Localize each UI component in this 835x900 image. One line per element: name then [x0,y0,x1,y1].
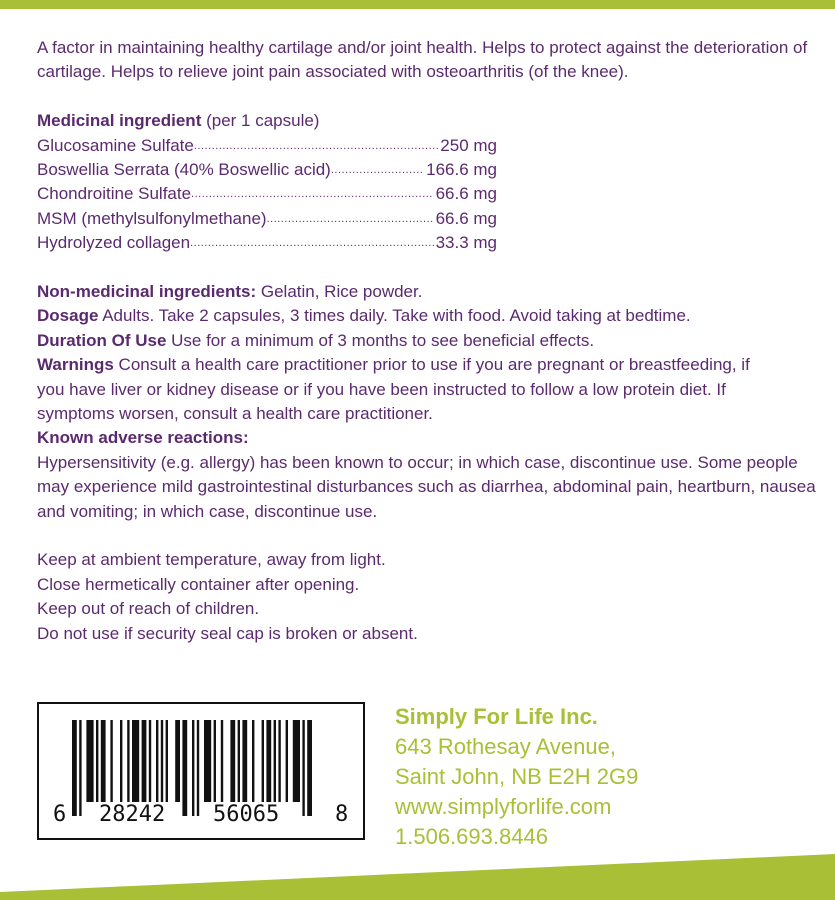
label-text [37,36,817,646]
barcode-digit-last: 8 [335,802,349,827]
barcode-bar [197,720,199,816]
ingredient-name: Hydrolyzed collagen [37,233,191,253]
barcode-bar [86,720,93,802]
barcode-bar [110,720,112,802]
storage-line: Close hermetically container after opening. [37,574,360,594]
ingredient-row [37,231,497,255]
barcode-bar [221,720,223,802]
barcode-bar [274,720,276,802]
barcode-bar [142,720,147,802]
company-address-line-1: 643 Rothesay Avenue, [395,734,616,759]
adverse-text: Hypersensitivity (e.g. allergy) has been known to occur; in which case, discontinue use. Some people may experience mild gastrointestinal disturbances such as diarrhea, abdominal pain, heartburn, nausea and vomiting; in which case, discontinue use. [37,452,816,521]
barcode-bar [132,720,139,802]
ingredient-row [37,158,497,182]
barcode-bar [242,720,247,802]
company-info [395,702,638,852]
barcode-bar [72,720,77,816]
warnings-text: Consult a health care practitioner prior to use if you are pregnant or breastfeeding, if you have liver or kidney disease or if you have been instructed to follow a low protein diet. If symptoms worsen, consult a health care practitioner. [37,355,750,424]
barcode-bar [293,720,300,802]
barcode-bar [161,720,163,802]
barcode-bar [96,720,98,802]
barcode-bar [149,720,151,802]
barcode-bar [214,720,216,802]
intro-text: A factor in maintaining healthy cartilage and/or joint health. Helps to protect against the deterioration of cartilage. Helps to relieve joint pain associated with osteoarthritis (of the knee). [37,38,808,82]
ingredient-dose: 66.6 mg [435,208,497,228]
company-website[interactable]: www.simplyforlife.com [395,794,612,819]
barcode-bar [127,720,129,802]
barcode-bar [204,720,211,802]
ingredient-name: Boswellia Serrata (40% Boswellic acid) [37,160,331,180]
company-name: Simply For Life Inc. [395,704,598,729]
ingredient-name: MSM (methylsulfonylmethane) [37,208,267,228]
barcode-bar [262,720,264,802]
non-medicinal-label: Non-medicinal ingredients: [37,282,257,302]
medicinal-heading-label: Medicinal ingredient [37,111,202,131]
top-accent-bar [0,0,835,9]
barcode-bar [120,720,122,802]
barcode-digit-group-right: 56065 [213,802,280,827]
ingredient-row [37,134,497,158]
barcode-bars [39,704,363,838]
warnings-line [37,353,757,426]
warnings-label: Warnings [37,355,114,375]
ingredient-dose: 33.3 mg [435,233,497,253]
storage-line: Keep at ambient temperature, away from light. [37,550,386,570]
barcode-bar [278,720,280,802]
duration-line [37,329,817,353]
barcode-bar [252,720,254,802]
dosage-text: Adults. Take 2 capsules, 3 times daily. Take with food. Avoid taking at bedtime. [98,306,691,326]
footer-section [37,702,817,849]
company-phone: 1.506.693.8446 [395,824,548,849]
barcode-bar [238,720,240,802]
ingredient-dose: 166.6 mg [426,160,497,180]
ingredient-name: Chondroitine Sulfate [37,184,192,204]
barcode-bar [302,720,304,816]
non-medicinal-line [37,280,817,304]
ingredient-row [37,207,497,231]
barcode-digit-first: 6 [53,802,67,827]
bottom-accent-band [0,852,835,900]
ingredient-list [37,134,817,256]
barcode-bar [286,720,288,802]
barcode-bar [175,720,180,802]
barcode-bar [101,720,106,802]
barcode-digit-group-left: 28242 [99,802,166,827]
adverse-label: Known adverse reactions: [37,428,249,448]
ingredient-dose: 66.6 mg [435,184,497,204]
barcode-bar [192,720,194,816]
dosage-label: Dosage [37,306,99,326]
duration-label: Duration Of Use [37,330,167,350]
barcode-bar [230,720,235,802]
barcode-bar [156,720,158,802]
storage-line: Do not use if security seal cap is broken or absent. [37,623,418,643]
barcode-bar [79,720,81,816]
barcode-bar [307,720,312,816]
ingredient-dose: 250 mg [440,135,497,155]
medicinal-heading [37,109,817,133]
storage-line: Keep out of reach of children. [37,599,260,619]
ingredient-row [37,182,497,206]
non-medicinal-text: Gelatin, Rice powder. [256,282,423,302]
company-address-line-2: Saint John, NB E2H 2G9 [395,764,639,789]
barcode-bar [166,720,168,802]
barcode [37,702,365,840]
ingredient-name: Glucosamine Sulfate [37,135,194,155]
barcode-bar [182,720,187,816]
dosage-line [37,304,817,328]
duration-text: Use for a minimum of 3 months to see beneficial effects. [166,330,595,350]
medicinal-heading-sub: (per 1 capsule) [201,111,320,131]
barcode-bar [266,720,271,802]
